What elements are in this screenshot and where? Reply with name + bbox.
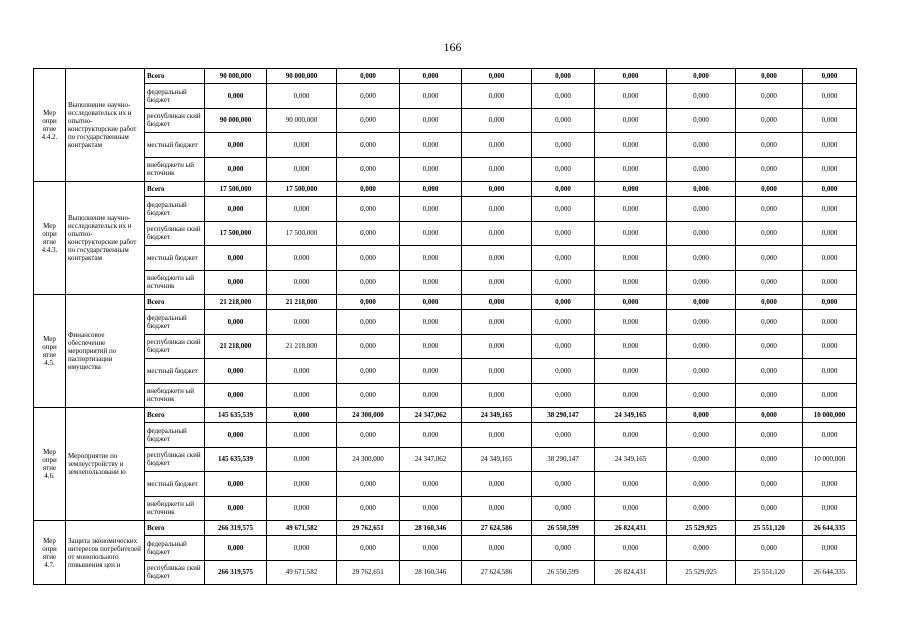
- amount-cell: 0,000: [736, 295, 803, 310]
- amount-cell: 0,000: [667, 408, 736, 423]
- amount-cell: 0,000: [667, 310, 736, 335]
- amount-cell: 27 624,586: [462, 521, 532, 536]
- amount-cell: 0,000: [736, 270, 803, 295]
- amount-cell: 0,000: [532, 423, 595, 448]
- amount-cell: 17 500,000: [267, 221, 337, 246]
- amount-cell: 0,000: [462, 383, 532, 408]
- amount-cell: 0,000: [205, 270, 267, 295]
- amount-cell: 0,000: [736, 408, 803, 423]
- amount-cell: 0,000: [736, 133, 803, 158]
- amount-cell: 0,000: [736, 383, 803, 408]
- amount-cell: 0,000: [462, 496, 532, 521]
- amount-cell: 0,000: [595, 221, 667, 246]
- funding-source: федеральный бюджет: [145, 536, 205, 561]
- measure-name: Выполнение научно-исследовательск их и опытно-конструкторские работ по государственным контрактам: [66, 69, 145, 182]
- amount-cell: 0,000: [400, 423, 462, 448]
- amount-cell: 25 551,120: [736, 560, 803, 585]
- amount-cell: 0,000: [400, 536, 462, 561]
- amount-cell: 24 300,000: [337, 408, 400, 423]
- amount-cell: 0,000: [337, 246, 400, 271]
- table-body: [34, 69, 857, 585]
- amount-cell: 0,000: [205, 197, 267, 222]
- table-row: [34, 295, 857, 310]
- table-row: [34, 270, 857, 295]
- amount-cell: 0,000: [337, 310, 400, 335]
- amount-cell: 0,000: [667, 472, 736, 497]
- amount-cell: 0,000: [532, 334, 595, 359]
- amount-cell: 28 160,346: [400, 521, 462, 536]
- amount-cell: 0,000: [400, 295, 462, 310]
- amount-cell: 0,000: [595, 84, 667, 109]
- table-row: [34, 84, 857, 109]
- table-row: [34, 521, 857, 536]
- measure-code: Мер опри ятие 4.7.: [34, 521, 66, 585]
- amount-cell: 27 624,586: [462, 560, 532, 585]
- amount-cell: 0,000: [337, 423, 400, 448]
- amount-cell: 0,000: [803, 536, 857, 561]
- amount-cell: 0,000: [803, 246, 857, 271]
- funding-source: республикан ский бюджет: [145, 447, 205, 472]
- amount-cell: 0,000: [532, 383, 595, 408]
- funding-source: Всего: [145, 182, 205, 197]
- amount-cell: 0,000: [337, 359, 400, 384]
- amount-cell: 24 347,062: [400, 447, 462, 472]
- amount-cell: 0,000: [595, 270, 667, 295]
- amount-cell: 0,000: [736, 108, 803, 133]
- funding-source: внебюджетн ый источник: [145, 270, 205, 295]
- amount-cell: 0,000: [667, 108, 736, 133]
- amount-cell: 0,000: [667, 447, 736, 472]
- amount-cell: 0,000: [532, 295, 595, 310]
- table-row: [34, 496, 857, 521]
- amount-cell: 0,000: [803, 270, 857, 295]
- amount-cell: 0,000: [667, 246, 736, 271]
- amount-cell: 0,000: [532, 246, 595, 271]
- amount-cell: 26 644,335: [803, 521, 857, 536]
- funding-source: Всего: [145, 295, 205, 310]
- amount-cell: 0,000: [400, 359, 462, 384]
- funding-source: внебюджетн ый источник: [145, 383, 205, 408]
- amount-cell: 0,000: [736, 472, 803, 497]
- amount-cell: 25 529,925: [667, 560, 736, 585]
- amount-cell: 0,000: [667, 496, 736, 521]
- amount-cell: 25 551,120: [736, 521, 803, 536]
- amount-cell: 0,000: [267, 197, 337, 222]
- amount-cell: 0,000: [205, 472, 267, 497]
- amount-cell: 0,000: [462, 84, 532, 109]
- amount-cell: 0,000: [267, 84, 337, 109]
- amount-cell: 0,000: [736, 182, 803, 197]
- amount-cell: 0,000: [803, 182, 857, 197]
- amount-cell: 0,000: [595, 69, 667, 84]
- amount-cell: 0,000: [532, 270, 595, 295]
- amount-cell: 0,000: [595, 246, 667, 271]
- amount-cell: 0,000: [400, 270, 462, 295]
- amount-cell: 0,000: [595, 133, 667, 158]
- funding-source: местный бюджет: [145, 472, 205, 497]
- amount-cell: 0,000: [532, 182, 595, 197]
- amount-cell: 0,000: [595, 359, 667, 384]
- amount-cell: 90 000,000: [267, 108, 337, 133]
- amount-cell: 0,000: [803, 295, 857, 310]
- amount-cell: 0,000: [595, 310, 667, 335]
- funding-source: республикан ский бюджет: [145, 221, 205, 246]
- amount-cell: 0,000: [736, 221, 803, 246]
- amount-cell: 0,000: [667, 221, 736, 246]
- amount-cell: 0,000: [462, 133, 532, 158]
- amount-cell: 0,000: [803, 334, 857, 359]
- amount-cell: 0,000: [595, 295, 667, 310]
- amount-cell: 24 349,165: [462, 408, 532, 423]
- amount-cell: 0,000: [532, 221, 595, 246]
- amount-cell: 0,000: [267, 246, 337, 271]
- amount-cell: 29 762,651: [337, 560, 400, 585]
- amount-cell: 0,000: [400, 108, 462, 133]
- amount-cell: 0,000: [532, 536, 595, 561]
- funding-source: федеральный бюджет: [145, 84, 205, 109]
- amount-cell: 0,000: [736, 496, 803, 521]
- amount-cell: 0,000: [205, 157, 267, 182]
- funding-source: республикан ский бюджет: [145, 108, 205, 133]
- amount-cell: 0,000: [400, 221, 462, 246]
- amount-cell: 0,000: [803, 359, 857, 384]
- amount-cell: 0,000: [595, 334, 667, 359]
- amount-cell: 0,000: [400, 496, 462, 521]
- amount-cell: 38 290,147: [532, 408, 595, 423]
- amount-cell: 0,000: [532, 359, 595, 384]
- amount-cell: 10 000,000: [803, 408, 857, 423]
- table-row: [34, 197, 857, 222]
- amount-cell: 0,000: [400, 383, 462, 408]
- funding-source: Всего: [145, 521, 205, 536]
- amount-cell: 0,000: [595, 108, 667, 133]
- amount-cell: 0,000: [532, 157, 595, 182]
- amount-cell: 0,000: [462, 270, 532, 295]
- amount-cell: 0,000: [595, 496, 667, 521]
- amount-cell: 0,000: [803, 496, 857, 521]
- amount-cell: 0,000: [205, 310, 267, 335]
- page-number: 166: [443, 40, 462, 54]
- funding-source: Всего: [145, 408, 205, 423]
- amount-cell: 0,000: [337, 182, 400, 197]
- amount-cell: 25 529,925: [667, 521, 736, 536]
- amount-cell: 24 300,000: [337, 447, 400, 472]
- amount-cell: 0,000: [736, 197, 803, 222]
- amount-cell: 0,000: [462, 310, 532, 335]
- amount-cell: 0,000: [400, 310, 462, 335]
- measure-code: Мер опри ятие 4.4.3.: [34, 182, 66, 295]
- amount-cell: 24 349,165: [595, 408, 667, 423]
- amount-cell: 26 644,335: [803, 560, 857, 585]
- amount-cell: 0,000: [267, 133, 337, 158]
- amount-cell: 0,000: [205, 359, 267, 384]
- amount-cell: 0,000: [337, 295, 400, 310]
- amount-cell: 0,000: [532, 69, 595, 84]
- amount-cell: 0,000: [667, 69, 736, 84]
- amount-cell: 0,000: [667, 295, 736, 310]
- amount-cell: 0,000: [400, 84, 462, 109]
- amount-cell: 0,000: [337, 108, 400, 133]
- amount-cell: 0,000: [667, 536, 736, 561]
- table-row: [34, 423, 857, 448]
- amount-cell: 0,000: [736, 423, 803, 448]
- amount-cell: 0,000: [803, 157, 857, 182]
- table-row: [34, 310, 857, 335]
- amount-cell: 90 000,000: [205, 69, 267, 84]
- amount-cell: 21 218,000: [205, 295, 267, 310]
- amount-cell: 0,000: [267, 383, 337, 408]
- funding-source: Всего: [145, 69, 205, 84]
- amount-cell: 0,000: [267, 472, 337, 497]
- amount-cell: 0,000: [337, 536, 400, 561]
- amount-cell: 21 218,000: [267, 295, 337, 310]
- amount-cell: 0,000: [267, 423, 337, 448]
- amount-cell: 0,000: [736, 334, 803, 359]
- amount-cell: 0,000: [736, 157, 803, 182]
- amount-cell: 0,000: [803, 472, 857, 497]
- measure-code: Мер опри ятие 4.4.2.: [34, 69, 66, 182]
- table-row: [34, 182, 857, 197]
- table-row: [34, 447, 857, 472]
- amount-cell: 21 218,000: [205, 334, 267, 359]
- amount-cell: 0,000: [400, 197, 462, 222]
- amount-cell: 0,000: [736, 310, 803, 335]
- amount-cell: 0,000: [532, 108, 595, 133]
- table-row: [34, 157, 857, 182]
- amount-cell: 26 550,599: [532, 521, 595, 536]
- amount-cell: 0,000: [205, 133, 267, 158]
- amount-cell: 0,000: [337, 69, 400, 84]
- amount-cell: 0,000: [462, 536, 532, 561]
- amount-cell: 49 671,582: [267, 560, 337, 585]
- amount-cell: 0,000: [400, 69, 462, 84]
- amount-cell: 0,000: [400, 182, 462, 197]
- amount-cell: 0,000: [803, 383, 857, 408]
- amount-cell: 0,000: [267, 408, 337, 423]
- amount-cell: 0,000: [205, 496, 267, 521]
- amount-cell: 0,000: [667, 197, 736, 222]
- amount-cell: 0,000: [462, 221, 532, 246]
- amount-cell: 0,000: [400, 246, 462, 271]
- amount-cell: 0,000: [267, 310, 337, 335]
- amount-cell: 0,000: [803, 69, 857, 84]
- funding-source: республикан ский бюджет: [145, 334, 205, 359]
- funding-source: республикан ский бюджет: [145, 560, 205, 585]
- amount-cell: 0,000: [667, 423, 736, 448]
- amount-cell: 0,000: [400, 472, 462, 497]
- amount-cell: 0,000: [803, 84, 857, 109]
- amount-cell: 0,000: [595, 423, 667, 448]
- amount-cell: 0,000: [803, 133, 857, 158]
- amount-cell: 0,000: [736, 359, 803, 384]
- amount-cell: 0,000: [667, 383, 736, 408]
- amount-cell: 0,000: [267, 157, 337, 182]
- amount-cell: 0,000: [595, 536, 667, 561]
- amount-cell: 0,000: [667, 334, 736, 359]
- measure-name: Защита экономических интересов потребителей от монопольного повышения цен и: [66, 521, 145, 585]
- amount-cell: 17 500,000: [267, 182, 337, 197]
- amount-cell: 0,000: [736, 536, 803, 561]
- amount-cell: 24 349,165: [595, 447, 667, 472]
- table-row: [34, 108, 857, 133]
- amount-cell: 0,000: [337, 197, 400, 222]
- funding-source: федеральный бюджет: [145, 197, 205, 222]
- amount-cell: 0,000: [400, 157, 462, 182]
- table-row: [34, 383, 857, 408]
- measure-name: Финансовое обеспечение мероприятий по паспортизации имущества: [66, 295, 145, 408]
- amount-cell: 0,000: [205, 536, 267, 561]
- amount-cell: 0,000: [337, 133, 400, 158]
- amount-cell: 0,000: [337, 383, 400, 408]
- amount-cell: 0,000: [400, 334, 462, 359]
- amount-cell: 10 000,000: [803, 447, 857, 472]
- amount-cell: 0,000: [595, 197, 667, 222]
- amount-cell: 0,000: [337, 496, 400, 521]
- amount-cell: 21 218,000: [267, 334, 337, 359]
- amount-cell: 0,000: [462, 182, 532, 197]
- amount-cell: 0,000: [462, 69, 532, 84]
- amount-cell: 0,000: [462, 157, 532, 182]
- table-row: [34, 472, 857, 497]
- measure-code: Мер опри ятие 4.5.: [34, 295, 66, 408]
- amount-cell: 0,000: [667, 157, 736, 182]
- amount-cell: 0,000: [400, 133, 462, 158]
- amount-cell: 0,000: [462, 423, 532, 448]
- amount-cell: 90 000,000: [267, 69, 337, 84]
- amount-cell: 0,000: [532, 496, 595, 521]
- amount-cell: 0,000: [205, 84, 267, 109]
- amount-cell: 0,000: [337, 472, 400, 497]
- amount-cell: 26 824,431: [595, 521, 667, 536]
- table-row: [34, 246, 857, 271]
- amount-cell: 0,000: [803, 423, 857, 448]
- amount-cell: 26 550,599: [532, 560, 595, 585]
- amount-cell: 49 671,582: [267, 521, 337, 536]
- amount-cell: 0,000: [736, 84, 803, 109]
- measure-code: Мер опри ятие 4.6.: [34, 408, 66, 521]
- amount-cell: 28 160,346: [400, 560, 462, 585]
- amount-cell: 266 319,575: [205, 560, 267, 585]
- amount-cell: 17 500,000: [205, 182, 267, 197]
- funding-source: внебюджетн ый источник: [145, 157, 205, 182]
- amount-cell: 0,000: [337, 157, 400, 182]
- amount-cell: 0,000: [462, 334, 532, 359]
- amount-cell: 0,000: [667, 84, 736, 109]
- funding-source: местный бюджет: [145, 133, 205, 158]
- table-row: [34, 408, 857, 423]
- amount-cell: 0,000: [337, 84, 400, 109]
- amount-cell: 0,000: [205, 423, 267, 448]
- table-row: [34, 536, 857, 561]
- amount-cell: 0,000: [205, 383, 267, 408]
- amount-cell: 0,000: [267, 496, 337, 521]
- amount-cell: 0,000: [736, 447, 803, 472]
- funding-source: федеральный бюджет: [145, 423, 205, 448]
- funding-source: внебюджетн ый источник: [145, 496, 205, 521]
- amount-cell: 266 319,575: [205, 521, 267, 536]
- funding-source: местный бюджет: [145, 359, 205, 384]
- amount-cell: 17 500,000: [205, 221, 267, 246]
- amount-cell: 0,000: [462, 246, 532, 271]
- measure-name: Выполнение научно-исследовательск их и опытно-конструкторские работ по государственным контрактам: [66, 182, 145, 295]
- table-row: [34, 560, 857, 585]
- amount-cell: 0,000: [532, 310, 595, 335]
- amount-cell: 0,000: [803, 108, 857, 133]
- amount-cell: 0,000: [462, 197, 532, 222]
- amount-cell: 24 349,165: [462, 447, 532, 472]
- amount-cell: 38 290,147: [532, 447, 595, 472]
- measure-name: Мероприятие по землеустройству и землепользовани ю: [66, 408, 145, 521]
- table-row: [34, 334, 857, 359]
- table-row: [34, 359, 857, 384]
- amount-cell: 0,000: [462, 359, 532, 384]
- amount-cell: 0,000: [205, 246, 267, 271]
- amount-cell: 0,000: [267, 536, 337, 561]
- amount-cell: 0,000: [667, 133, 736, 158]
- amount-cell: 90 000,000: [205, 108, 267, 133]
- table-row: [34, 221, 857, 246]
- table-row: [34, 69, 857, 84]
- amount-cell: 24 347,062: [400, 408, 462, 423]
- amount-cell: 26 824,431: [595, 560, 667, 585]
- amount-cell: 0,000: [803, 310, 857, 335]
- amount-cell: 0,000: [532, 197, 595, 222]
- amount-cell: 0,000: [337, 270, 400, 295]
- amount-cell: 0,000: [267, 359, 337, 384]
- amount-cell: 0,000: [595, 472, 667, 497]
- amount-cell: 0,000: [595, 182, 667, 197]
- amount-cell: 145 635,539: [205, 408, 267, 423]
- amount-cell: 0,000: [462, 108, 532, 133]
- amount-cell: 0,000: [532, 472, 595, 497]
- amount-cell: 0,000: [532, 133, 595, 158]
- amount-cell: 0,000: [667, 359, 736, 384]
- amount-cell: 0,000: [803, 197, 857, 222]
- amount-cell: 0,000: [803, 221, 857, 246]
- amount-cell: 0,000: [595, 157, 667, 182]
- funding-source: федеральный бюджет: [145, 310, 205, 335]
- amount-cell: 0,000: [267, 447, 337, 472]
- amount-cell: 0,000: [462, 472, 532, 497]
- amount-cell: 29 762,651: [337, 521, 400, 536]
- amount-cell: 0,000: [667, 182, 736, 197]
- amount-cell: 0,000: [736, 246, 803, 271]
- amount-cell: 0,000: [462, 295, 532, 310]
- amount-cell: 0,000: [667, 270, 736, 295]
- amount-cell: 0,000: [595, 383, 667, 408]
- budget-table: [33, 68, 857, 585]
- amount-cell: 145 635,539: [205, 447, 267, 472]
- amount-cell: 0,000: [267, 270, 337, 295]
- amount-cell: 0,000: [736, 69, 803, 84]
- amount-cell: 0,000: [337, 221, 400, 246]
- amount-cell: 0,000: [532, 84, 595, 109]
- funding-source: местный бюджет: [145, 246, 205, 271]
- table-row: [34, 133, 857, 158]
- amount-cell: 0,000: [337, 334, 400, 359]
